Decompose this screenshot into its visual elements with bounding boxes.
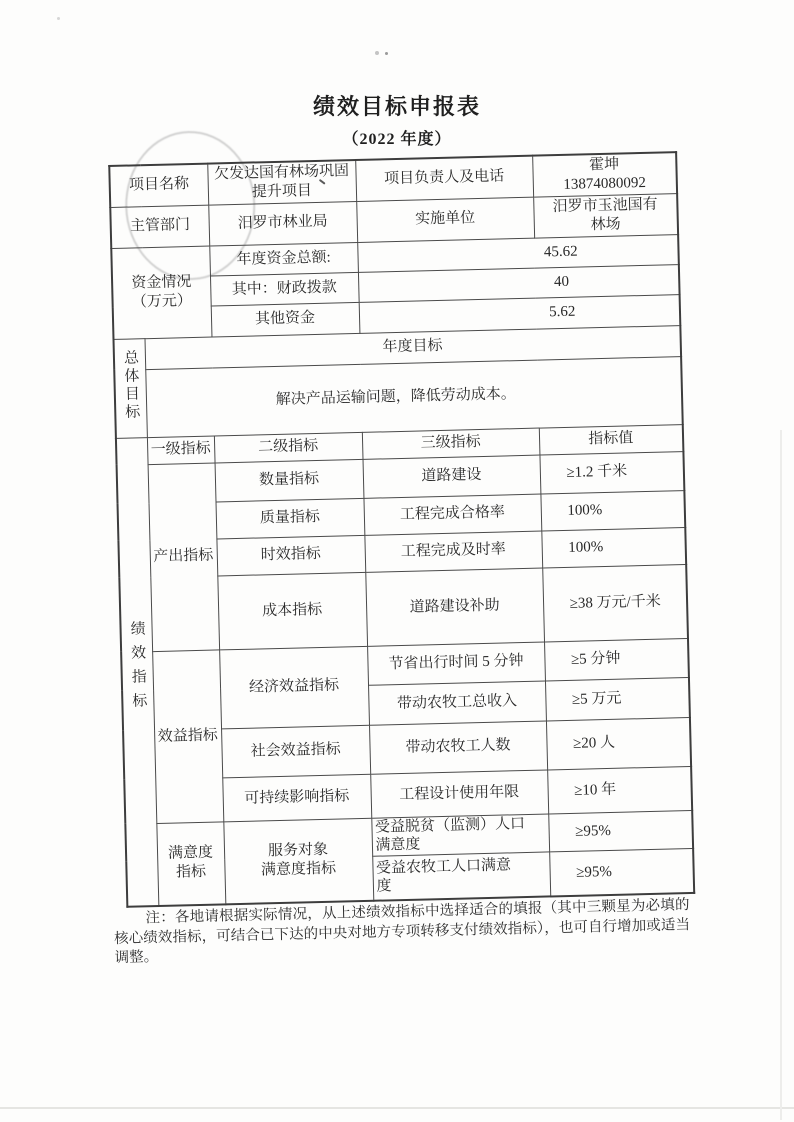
header-level2: 二级指标 (214, 432, 363, 463)
sustain-impact-label: 可持续影响指标 (222, 774, 371, 822)
annual-goal-content: 解决产品运输问题，降低劳动成本。 (145, 356, 683, 437)
indicator-l3: 工程设计使用年限 (370, 769, 548, 817)
funding-other-label: 其他资金 (211, 302, 360, 337)
indicator-value: ≥95% (548, 810, 693, 852)
indicator-l2: 时效指标 (216, 535, 365, 576)
document-title: 绩效目标申报表 (312, 94, 481, 119)
indicator-l3: 受益农牧工人口满意 度 (372, 851, 550, 900)
project-name-label: 项目名称 (109, 164, 208, 207)
header-value: 指标值 (539, 424, 684, 455)
indicator-l3: 工程完成及时率 (364, 531, 542, 572)
project-leader-value (532, 152, 677, 197)
scan-bottom-edge (0, 1107, 794, 1109)
footnote: 注：各地请根据实际情况，从上述绩效指标中选择适合的填报（其中三颗星为必填的核心绩效指标，可结合已下达的中央对地方专项转移支付绩效指标），也可自行增加或适当调整。 (113, 897, 691, 967)
indicator-value: ≥10 年 (547, 766, 692, 814)
leader-phone: 13874080092 (563, 174, 647, 193)
document-subtitle: （2022 年度） (342, 131, 452, 148)
indicator-value: ≥5 万元 (545, 677, 690, 721)
header-level3: 三级指标 (362, 428, 540, 459)
dept-label: 主管部门 (110, 205, 209, 248)
dept-value: 汨罗市林业局 (208, 201, 357, 246)
output-group-label: 产出指标 (148, 463, 220, 652)
service-satisfaction-label: 服务对象 满意度指标 (223, 818, 373, 905)
funding-fiscal-label: 其中：财政拨款 (210, 272, 359, 306)
scan-right-edge (780, 430, 782, 1120)
indicator-l3: 工程完成合格率 (363, 494, 541, 535)
indicator-l3: 带动农牧工总收入 (368, 681, 546, 725)
indicator-value: ≥38 万元/千米 (542, 564, 688, 641)
indicator-value: 100% (541, 527, 686, 568)
indicator-l3: 带动农牧工人数 (369, 720, 547, 773)
indicator-l3: 节省出行时间 5 分钟 (367, 642, 545, 685)
funding-total-value: 45.62 (357, 234, 679, 272)
impl-unit-value: 汨罗市玉池国有 林场 (533, 193, 678, 238)
header-level1: 一级指标 (147, 436, 215, 465)
indicator-value: ≥5 分钟 (544, 638, 689, 681)
funding-other-value: 5.62 (359, 294, 681, 333)
indicator-l2: 数量指标 (215, 459, 364, 502)
funding-fiscal-value: 40 (358, 264, 680, 302)
leader-name: 霍坤 (588, 156, 620, 174)
funding-section-label: 资金情况 （万元） (111, 246, 211, 339)
project-leader-label: 项目负责人及电话 (355, 156, 533, 201)
economic-benefit-label: 经济效益指标 (219, 646, 369, 729)
annual-goal-header: 年度目标 (144, 325, 681, 369)
social-benefit-label: 社会效益指标 (221, 725, 370, 778)
performance-target-table (108, 151, 695, 908)
indicator-value: 100% (540, 490, 685, 531)
indicator-l2: 成本指标 (217, 572, 367, 650)
overall-goal-section-label: 总体目标 (113, 338, 146, 438)
funding-total-label: 年度资金总额: (209, 242, 358, 276)
benefit-group-label: 效益指标 (152, 649, 223, 823)
indicator-l3: 道路建设 (363, 455, 541, 498)
indicator-value: ≥95% (549, 848, 694, 897)
indicator-l2: 质量指标 (216, 498, 365, 539)
indicator-l3: 道路建设补助 (365, 568, 544, 646)
project-name-value: 欠发达国有林场巩固 提升项目 (207, 160, 356, 205)
indicator-l3: 受益脱贫（监测）人口 满意度 (371, 813, 549, 855)
indicator-value: ≥1.2 千米 (539, 451, 684, 494)
indicator-value: ≥20 人 (546, 717, 691, 770)
performance-section-label: 绩效指标 (116, 437, 158, 907)
impl-unit-label: 实施单位 (356, 197, 534, 242)
satisfaction-group-label: 满意度 指标 (156, 821, 225, 906)
